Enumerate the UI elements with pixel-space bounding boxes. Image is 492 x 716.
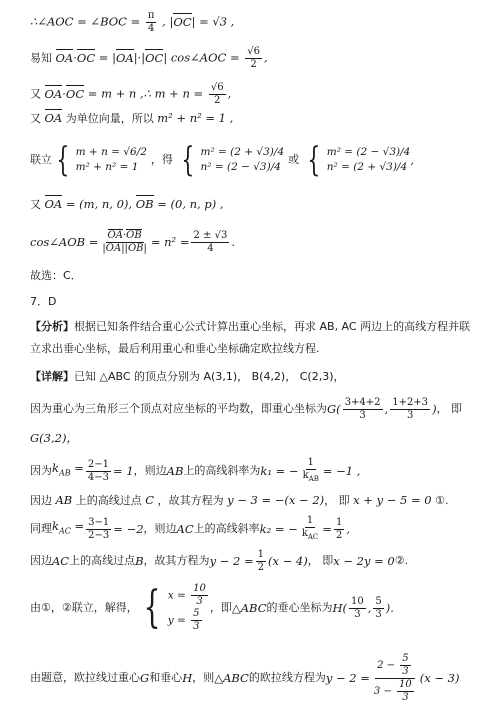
detail-line-1 (30, 368, 478, 385)
altitude-ab-line: 因边 AB 上的高线过点 C ，故其方程为 y − 3 = −(x − 2)， 即 x + y − 5 = 0 ①. (30, 493, 449, 507)
system-3-eq-2: n² = (2 + √3)/4 (326, 161, 408, 173)
system-1: { m + n = √6/2 m² + n² = 1 (56, 140, 147, 180)
detail-tag: 【详解】 (30, 370, 74, 383)
analysis-line-1 (30, 318, 478, 335)
system-3: { m² = (2 − √3)/4 n² = (2 + √3)/4 (307, 140, 411, 180)
line-4: 又 OA 为单位向量，所以 m² + n² = 1 , (30, 111, 234, 125)
frac-sqrt6-2-b: $\frac{√6}{2}$ (210, 82, 224, 106)
analysis-tag: 【分析】 (30, 320, 74, 333)
centroid-y-frac: $\frac{1+2+3}{3}$ (392, 396, 429, 421)
h-x-frac: $\frac{10}{3}$ (351, 595, 364, 620)
analysis-line-2 (30, 340, 478, 357)
solution-system: { x = $\frac{10}{3}$ y = $\frac{5}{3}$ (138, 583, 210, 633)
lianli-label: 联立 (30, 153, 52, 166)
system-2: { m² = (2 + √3)/4 n² = (2 − √3)/4 (181, 140, 285, 180)
solution-x: x = $\frac{10}{3}$ (167, 583, 206, 607)
line-2: 易知 OA·OC = |OA|·|OC| cos∠AOC = $\frac{√6}{2}$ , (30, 46, 268, 70)
slope-ab-frac: $\frac{2-1}{4-3}$ (87, 458, 110, 483)
half-frac: $\frac{1}{2}$ (335, 516, 343, 541)
question-7-answer: 7．D (30, 295, 57, 308)
half-frac-2: $\frac{1}{2}$ (257, 548, 264, 573)
frac-sqrt6-2: $\frac{√6}{2}$ (247, 46, 260, 70)
line-3: 又 OA·OC = m + n ,∴ m + n = $\frac{√6}{2}$ , (30, 82, 232, 106)
centroid-x-frac: $\frac{3+4+2}{3}$ (344, 396, 381, 421)
solve-label: 由①，②联立，解得， (30, 601, 138, 614)
solution-y: y = $\frac{5}{3}$ (167, 608, 200, 632)
slope-ab-line: 因为 $k_{AB}$ = $\frac{2-1}{4-3}$ = 1 ，则边 AB 上的高线斜率为 k₁ = − $\frac{1}{k_{AB}}$ = −1 , (30, 457, 361, 483)
centroid-line: 因为重心为三角形三个顶点对应坐标的平均数，即重心坐标为 G( $\frac{3+4+2}{3}$ , $\frac{1+2+3}{3}$ ) ， 即 (30, 396, 463, 421)
analysis-text-1: 根据已知条件结合重心公式计算出重心坐标，再求 AB, AC 两边上的高线方程并联 (74, 320, 471, 333)
centroid-result: G(3,2)， (30, 431, 78, 445)
centroid-result-line (30, 430, 478, 446)
line-1: ∴∠AOC = ∠BOC = $\frac{\pi}{4}$ , |OC| = √3 , (30, 10, 235, 34)
altitude-ac-line: 因边 AC 上的高线过点 B ，故其方程为 y − 2 = $\frac{1}{2}$ (x − 4) ， 即 x − 2y = 0 ②. (30, 548, 409, 573)
orthocenter-line: 由①，②联立，解得， { x = $\frac{10}{3}$ y = $\frac{5}{3}$ ，即 △ABC 的垂心坐标为 H( $\frac{10}{3}$ , $\frac{5}{3}$ ). (30, 582, 394, 633)
euler-line: 由题意，欧拉线过重心 G 和垂心 H ，则 △ABC 的欧拉线方程为 y − 2 = 2 − $\frac{5}{3}$ 3 − $\frac{10}{3}$ (x − 3) (30, 652, 460, 703)
system-1-eq-1: m + n = √6/2 (75, 146, 147, 158)
answer-line (30, 268, 478, 284)
system-2-eq-1: m² = (2 + √3)/4 (200, 146, 285, 158)
h-y-frac: $\frac{5}{3}$ (375, 595, 382, 620)
slope-ac-line: 同理 $k_{AC}$ = $\frac{3-1}{2-3}$ = −2 ，则边 AC 上的高线斜率 k₂ = − $\frac{1}{k_{AC}}$ = $\frac{1}{2}$ , (30, 515, 350, 541)
question-7-line (30, 294, 478, 310)
slope-k1-frac: $\frac{1}{k_{AB}}$ (302, 457, 319, 483)
system-1-eq-2: m² + n² = 1 (75, 161, 139, 173)
system-2-eq-2: n² = (2 − √3)/4 (200, 161, 281, 173)
slope-ac-frac: $\frac{3-1}{2-3}$ (88, 516, 110, 541)
line-5: 联立 { m + n = √6/2 m² + n² = 1 ，得 { m² = (2 + √3)/4 n² = (2 − √3)/4 或 { m² = (2 − √3)/4 n² = (2 + √3)/4 , (30, 140, 414, 180)
pi-over-4: $\frac{\pi}{4}$ (147, 10, 155, 34)
detail-text-1: 已知 △ABC 的顶点分别为 A(3,1)， B(4,2)， C(2,3)， (74, 370, 345, 383)
line-7: cos∠AOB = $\frac{OA\cdot OB}{|OA||OB|}$ = n² = $\frac{2 \pm √3}{4}$ . (30, 229, 235, 254)
system-3-eq-1: m² = (2 − √3)/4 (326, 146, 411, 158)
de-label: ，得 (150, 153, 173, 166)
or-label: 或 (288, 153, 300, 166)
cos-aob-fraction: $\frac{OA\cdot OB}{|OA||OB|}$ (102, 229, 147, 254)
euler-slope-frac: 2 − $\frac{5}{3}$ 3 − $\frac{10}{3}$ (372, 653, 418, 704)
line-6: 又 OA = (m, n, 0), OB = (0, n, p) , (30, 197, 224, 211)
slope-k2-frac: $\frac{1}{k_{AC}}$ (301, 515, 319, 541)
cos-aob-value: $\frac{2 \pm √3}{4}$ (193, 229, 228, 254)
analysis-text-2: 立求出垂心坐标，最后利用重心和垂心坐标确定欧拉线方程. (30, 342, 320, 355)
answer-text: 故选：C． (30, 269, 82, 282)
